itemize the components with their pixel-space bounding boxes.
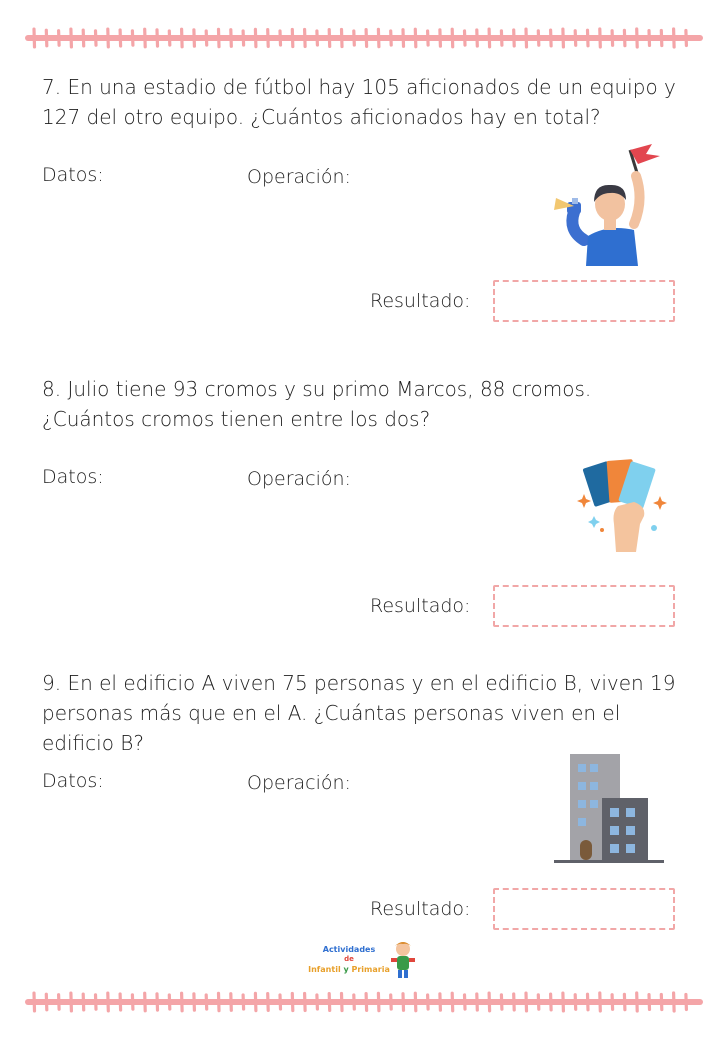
logo-word-primaria: Primaria — [351, 965, 390, 974]
resultado-label: Resultado: — [370, 290, 471, 312]
logo-line-3 — [303, 964, 395, 975]
resultado-label: Resultado: — [370, 595, 471, 617]
answer-box[interactable] — [493, 280, 675, 322]
bottom-decorative-border — [24, 990, 704, 1014]
question-text: 9. En el edificio A viven 75 personas y en el edificio B, viven 19 personas más que en el A. ¿Cuántas personas viven en el edificio B? — [42, 671, 676, 755]
operacion-label: Operación: — [247, 166, 351, 188]
answer-box[interactable] — [493, 585, 675, 627]
question-text: 8. Julio tiene 93 cromos y su primo Marcos, 88 cromos. ¿Cuántos cromos tienen entre los dos? — [42, 377, 592, 431]
site-logo — [303, 940, 423, 982]
mascot-icon — [389, 940, 417, 980]
trading-cards-icon — [574, 454, 674, 554]
datos-label: Datos: — [42, 164, 104, 186]
logo-line-1: Actividades — [322, 945, 376, 954]
football-fan-icon — [548, 140, 670, 266]
logo-word-y: y — [343, 965, 349, 974]
top-decorative-border — [24, 26, 704, 50]
logo-line-2: de — [344, 955, 354, 963]
buildings-icon — [552, 752, 666, 864]
operacion-label: Operación: — [247, 772, 351, 794]
logo-word-infantil: Infantil — [308, 965, 341, 974]
operacion-label: Operación: — [247, 468, 351, 490]
datos-label: Datos: — [42, 770, 104, 792]
answer-box[interactable] — [493, 888, 675, 930]
resultado-label: Resultado: — [370, 898, 471, 920]
question-text: 7. En una estadio de fútbol hay 105 aficionados de un equipo y 127 del otro equipo. ¿Cuántos aficionados hay en total? — [42, 75, 676, 129]
datos-label: Datos: — [42, 466, 104, 488]
